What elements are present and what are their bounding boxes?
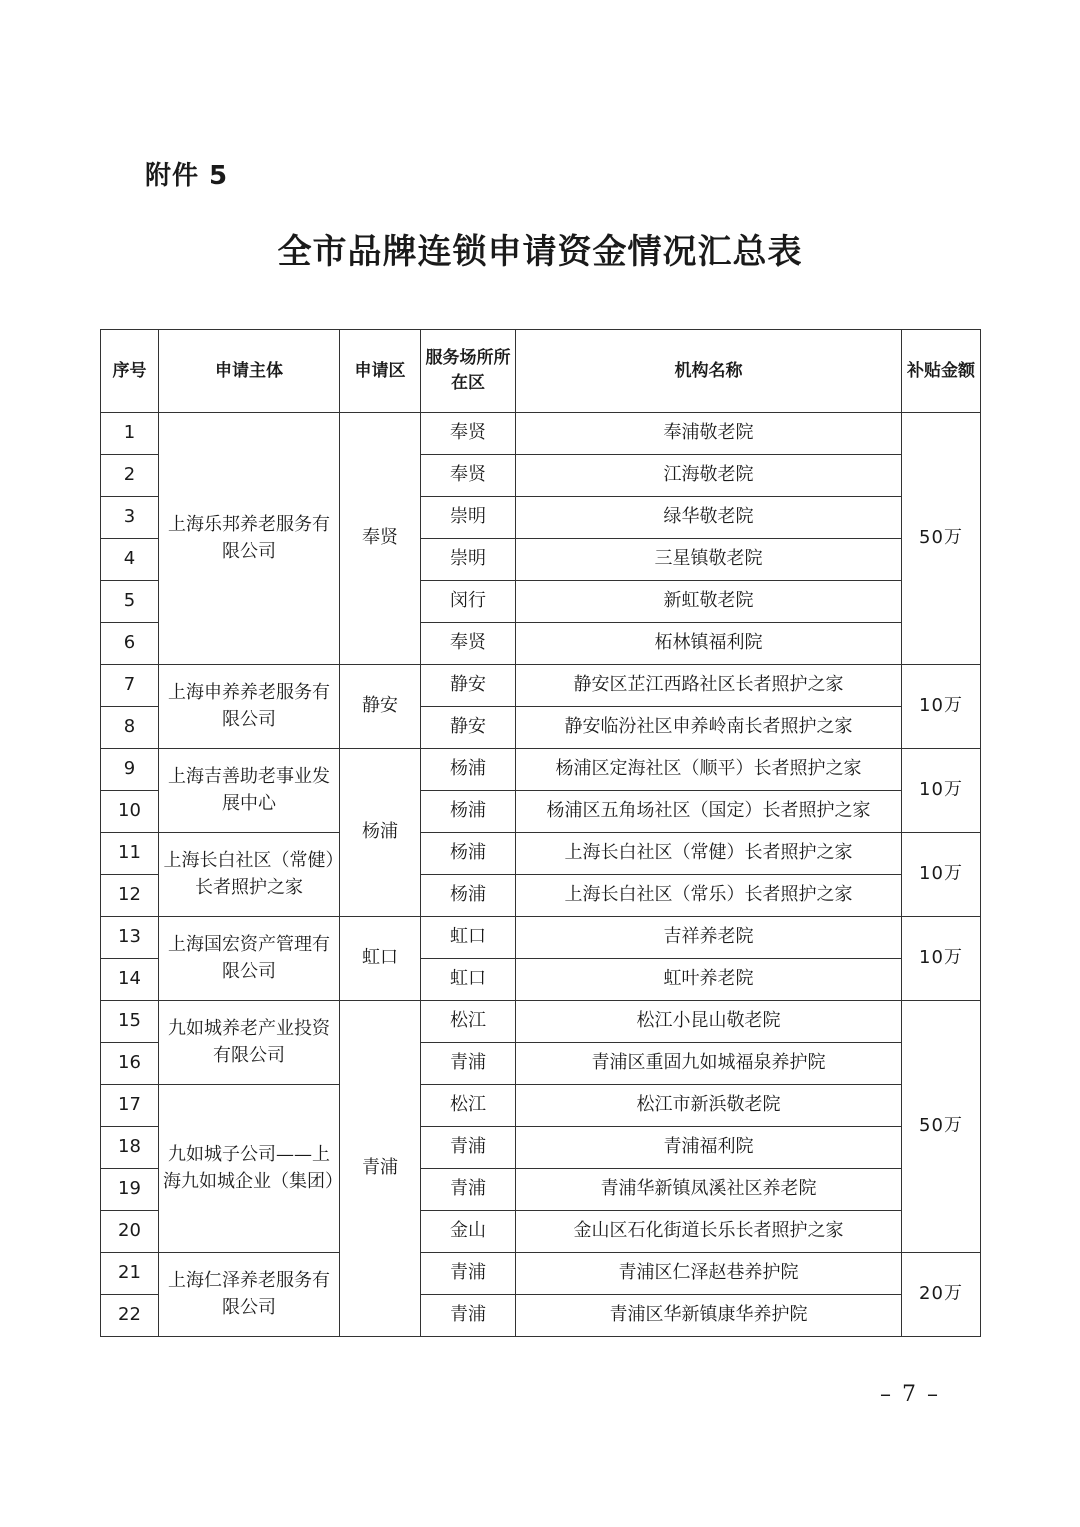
seq-cell: 3 bbox=[101, 497, 159, 539]
service-district-cell: 崇明 bbox=[421, 497, 516, 539]
institution-cell: 静安区芷江西路社区长者照护之家 bbox=[516, 665, 902, 707]
seq-cell: 18 bbox=[101, 1127, 159, 1169]
seq-cell: 20 bbox=[101, 1211, 159, 1253]
service-district-cell: 青浦 bbox=[421, 1169, 516, 1211]
institution-cell: 三星镇敬老院 bbox=[516, 539, 902, 581]
applicant-cell: 上海乐邦养老服务有限公司 bbox=[159, 413, 340, 665]
seq-cell: 1 bbox=[101, 413, 159, 455]
seq-cell: 17 bbox=[101, 1085, 159, 1127]
service-district-cell: 静安 bbox=[421, 665, 516, 707]
seq-cell: 22 bbox=[101, 1295, 159, 1337]
amount-cell: 10万 bbox=[902, 665, 981, 749]
service-district-cell: 杨浦 bbox=[421, 833, 516, 875]
table-row bbox=[101, 413, 981, 455]
table-row bbox=[101, 917, 981, 959]
institution-cell: 松江小昆山敬老院 bbox=[516, 1001, 902, 1043]
table-header-row bbox=[101, 330, 981, 413]
service-district-cell: 松江 bbox=[421, 1085, 516, 1127]
service-district-cell: 杨浦 bbox=[421, 749, 516, 791]
institution-cell: 虹叶养老院 bbox=[516, 959, 902, 1001]
summary-table bbox=[100, 329, 981, 1337]
seq-cell: 11 bbox=[101, 833, 159, 875]
institution-cell: 奉浦敬老院 bbox=[516, 413, 902, 455]
applicant-cell: 上海国宏资产管理有限公司 bbox=[159, 917, 340, 1001]
apply-district-cell: 奉贤 bbox=[340, 413, 421, 665]
column-header-seq: 序号 bbox=[101, 330, 159, 413]
institution-cell: 静安临汾社区申养岭南长者照护之家 bbox=[516, 707, 902, 749]
service-district-cell: 静安 bbox=[421, 707, 516, 749]
applicant-cell: 上海申养养老服务有限公司 bbox=[159, 665, 340, 749]
seq-cell: 9 bbox=[101, 749, 159, 791]
seq-cell: 8 bbox=[101, 707, 159, 749]
table-row bbox=[101, 1253, 981, 1295]
seq-cell: 6 bbox=[101, 623, 159, 665]
institution-cell: 江海敬老院 bbox=[516, 455, 902, 497]
seq-cell: 13 bbox=[101, 917, 159, 959]
amount-cell: 20万 bbox=[902, 1253, 981, 1337]
table-row bbox=[101, 1001, 981, 1043]
amount-cell: 10万 bbox=[902, 833, 981, 917]
column-header-institution: 机构名称 bbox=[516, 330, 902, 413]
seq-cell: 10 bbox=[101, 791, 159, 833]
apply-district-cell: 青浦 bbox=[340, 1001, 421, 1337]
column-header-amount: 补贴金额 bbox=[902, 330, 981, 413]
seq-cell: 4 bbox=[101, 539, 159, 581]
service-district-cell: 金山 bbox=[421, 1211, 516, 1253]
institution-cell: 上海长白社区（常乐）长者照护之家 bbox=[516, 875, 902, 917]
service-district-cell: 松江 bbox=[421, 1001, 516, 1043]
column-header-service-district: 服务场所所在区 bbox=[421, 330, 516, 413]
institution-cell: 新虹敬老院 bbox=[516, 581, 902, 623]
institution-cell: 绿华敬老院 bbox=[516, 497, 902, 539]
institution-cell: 杨浦区定海社区（顺平）长者照护之家 bbox=[516, 749, 902, 791]
service-district-cell: 虹口 bbox=[421, 917, 516, 959]
applicant-cell: 上海仁泽养老服务有限公司 bbox=[159, 1253, 340, 1337]
column-header-applicant: 申请主体 bbox=[159, 330, 340, 413]
service-district-cell: 青浦 bbox=[421, 1253, 516, 1295]
document-title: 全市品牌连锁申请资金情况汇总表 bbox=[277, 232, 803, 272]
table-row bbox=[101, 1085, 981, 1127]
apply-district-cell: 虹口 bbox=[340, 917, 421, 1001]
seq-cell: 21 bbox=[101, 1253, 159, 1295]
service-district-cell: 青浦 bbox=[421, 1127, 516, 1169]
apply-district-cell: 杨浦 bbox=[340, 749, 421, 917]
table-row bbox=[101, 749, 981, 791]
service-district-cell: 青浦 bbox=[421, 1043, 516, 1085]
seq-cell: 14 bbox=[101, 959, 159, 1001]
institution-cell: 松江市新浜敬老院 bbox=[516, 1085, 902, 1127]
applicant-cell: 九如城子公司——上海九如城企业（集团） bbox=[159, 1085, 340, 1253]
service-district-cell: 青浦 bbox=[421, 1295, 516, 1337]
service-district-cell: 杨浦 bbox=[421, 791, 516, 833]
service-district-cell: 奉贤 bbox=[421, 455, 516, 497]
service-district-cell: 虹口 bbox=[421, 959, 516, 1001]
institution-cell: 上海长白社区（常健）长者照护之家 bbox=[516, 833, 902, 875]
seq-cell: 19 bbox=[101, 1169, 159, 1211]
seq-cell: 5 bbox=[101, 581, 159, 623]
amount-cell: 50万 bbox=[902, 1001, 981, 1253]
service-district-cell: 奉贤 bbox=[421, 413, 516, 455]
column-header-apply-district: 申请区 bbox=[340, 330, 421, 413]
amount-cell: 10万 bbox=[902, 749, 981, 833]
seq-cell: 15 bbox=[101, 1001, 159, 1043]
institution-cell: 青浦区仁泽赵巷养护院 bbox=[516, 1253, 902, 1295]
seq-cell: 2 bbox=[101, 455, 159, 497]
service-district-cell: 闵行 bbox=[421, 581, 516, 623]
table-row bbox=[101, 833, 981, 875]
institution-cell: 青浦华新镇凤溪社区养老院 bbox=[516, 1169, 902, 1211]
seq-cell: 16 bbox=[101, 1043, 159, 1085]
apply-district-cell: 静安 bbox=[340, 665, 421, 749]
service-district-cell: 崇明 bbox=[421, 539, 516, 581]
institution-cell: 柘林镇福利院 bbox=[516, 623, 902, 665]
applicant-cell: 九如城养老产业投资有限公司 bbox=[159, 1001, 340, 1085]
amount-cell: 50万 bbox=[902, 413, 981, 665]
seq-cell: 12 bbox=[101, 875, 159, 917]
institution-cell: 青浦福利院 bbox=[516, 1127, 902, 1169]
service-district-cell: 杨浦 bbox=[421, 875, 516, 917]
institution-cell: 青浦区重固九如城福泉养护院 bbox=[516, 1043, 902, 1085]
institution-cell: 杨浦区五角场社区（国定）长者照护之家 bbox=[516, 791, 902, 833]
applicant-cell: 上海长白社区（常健）长者照护之家 bbox=[159, 833, 340, 917]
seq-cell: 7 bbox=[101, 665, 159, 707]
amount-cell: 10万 bbox=[902, 917, 981, 1001]
page-number: – 7 – bbox=[880, 1382, 940, 1407]
institution-cell: 金山区石化街道长乐长者照护之家 bbox=[516, 1211, 902, 1253]
applicant-cell: 上海吉善助老事业发展中心 bbox=[159, 749, 340, 833]
table-row bbox=[101, 665, 981, 707]
institution-cell: 吉祥养老院 bbox=[516, 917, 902, 959]
attachment-label: 附件 5 bbox=[145, 161, 229, 191]
service-district-cell: 奉贤 bbox=[421, 623, 516, 665]
institution-cell: 青浦区华新镇康华养护院 bbox=[516, 1295, 902, 1337]
